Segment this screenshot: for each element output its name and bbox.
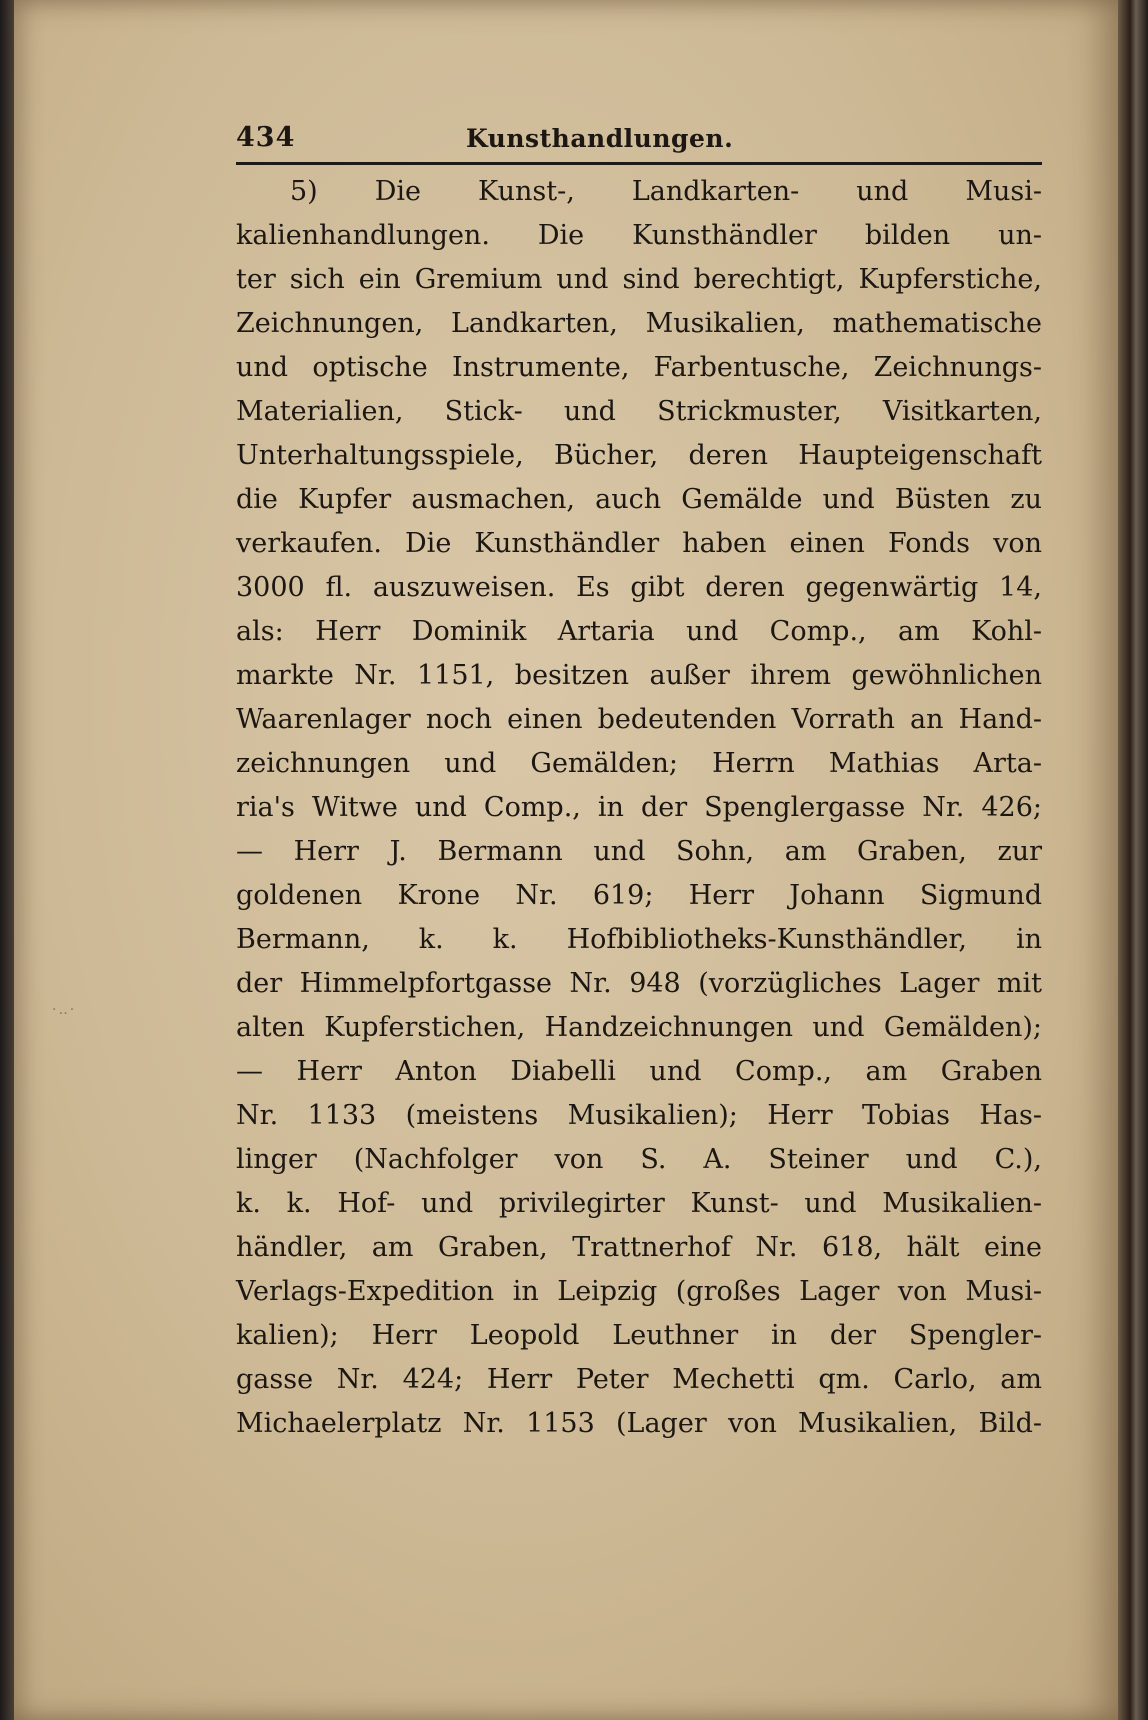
text-line: Zeichnungen, Landkarten, Musikalien, mathematische <box>236 308 1042 339</box>
text-line: die Kupfer ausmachen, auch Gemälde und Büsten zu <box>236 484 1042 515</box>
running-head: Kunsthandlungen. <box>466 124 734 153</box>
left-page-edge <box>0 0 14 1720</box>
text-line: als: Herr Dominik Artaria und Comp., am Kohl- <box>236 616 1042 647</box>
text-line: Michaelerplatz Nr. 1153 (Lager von Musikalien, Bild- <box>236 1408 1042 1439</box>
bleed-through-text <box>714 1448 1014 1538</box>
header-rule <box>236 162 1042 165</box>
text-line: Waarenlager noch einen bedeutenden Vorrath an Hand- <box>236 704 1042 735</box>
text-line: markte Nr. 1151, besitzen außer ihrem gewöhnlichen <box>236 660 1042 691</box>
text-line: 3000 fl. auszuweisen. Es gibt deren gegenwärtig 14, <box>236 572 1042 603</box>
text-line: kalien); Herr Leopold Leuthner in der Spengler- <box>236 1320 1042 1351</box>
text-line: Bermann, k. k. Hofbibliotheks-Kunsthändler, in <box>236 924 1042 955</box>
text-line: — Herr Anton Diabelli und Comp., am Graben <box>236 1056 1042 1087</box>
right-page-edge <box>1118 0 1148 1720</box>
text-line: ter sich ein Gremium und sind berechtigt, Kupferstiche, <box>236 264 1042 295</box>
text-line: zeichnungen und Gemälden; Herrn Mathias Arta- <box>236 748 1042 779</box>
text-line: der Himmelpfortgasse Nr. 948 (vorzügliches Lager mit <box>236 968 1042 999</box>
text-line: verkaufen. Die Kunsthändler haben einen Fonds von <box>236 528 1042 559</box>
text-line: alten Kupferstichen, Handzeichnungen und Gemälden); <box>236 1012 1042 1043</box>
text-line: Unterhaltungsspiele, Bücher, deren Haupteigenschaft <box>236 440 1042 471</box>
page-content <box>236 122 1042 1439</box>
text-line: kalienhandlungen. Die Kunsthändler bilden un- <box>236 220 1042 251</box>
body-text <box>236 170 1042 1446</box>
text-line: k. k. Hof- und privilegirter Kunst- und Musikalien- <box>236 1188 1042 1219</box>
text-line: goldenen Krone Nr. 619; Herr Johann Sigmund <box>236 880 1042 911</box>
text-line: Materialien, Stick- und Strickmuster, Visitkarten, <box>236 396 1042 427</box>
text-line: 5) Die Kunst-, Landkarten- und Musi- <box>290 176 1042 207</box>
text-line: und optische Instrumente, Farbentusche, Zeichnungs- <box>236 352 1042 383</box>
text-line: Verlags-Expedition in Leipzig (großes Lager von Musi- <box>236 1276 1042 1307</box>
text-line: — Herr J. Bermann und Sohn, am Graben, zur <box>236 836 1042 867</box>
text-line: gasse Nr. 424; Herr Peter Mechetti qm. Carlo, am <box>236 1364 1042 1395</box>
text-line: linger (Nachfolger von S. A. Steiner und C.), <box>236 1144 1042 1175</box>
text-line: Nr. 1133 (meistens Musikalien); Herr Tobias Has- <box>236 1100 1042 1131</box>
page-number: 434 <box>236 122 296 153</box>
text-line: ria's Witwe und Comp., in der Spenglergasse Nr. 426; <box>236 792 1042 823</box>
text-line: händler, am Graben, Trattnerhof Nr. 618, hält eine <box>236 1232 1042 1263</box>
page-header <box>236 122 1042 162</box>
margin-marking: ·‥· <box>52 1002 77 1018</box>
